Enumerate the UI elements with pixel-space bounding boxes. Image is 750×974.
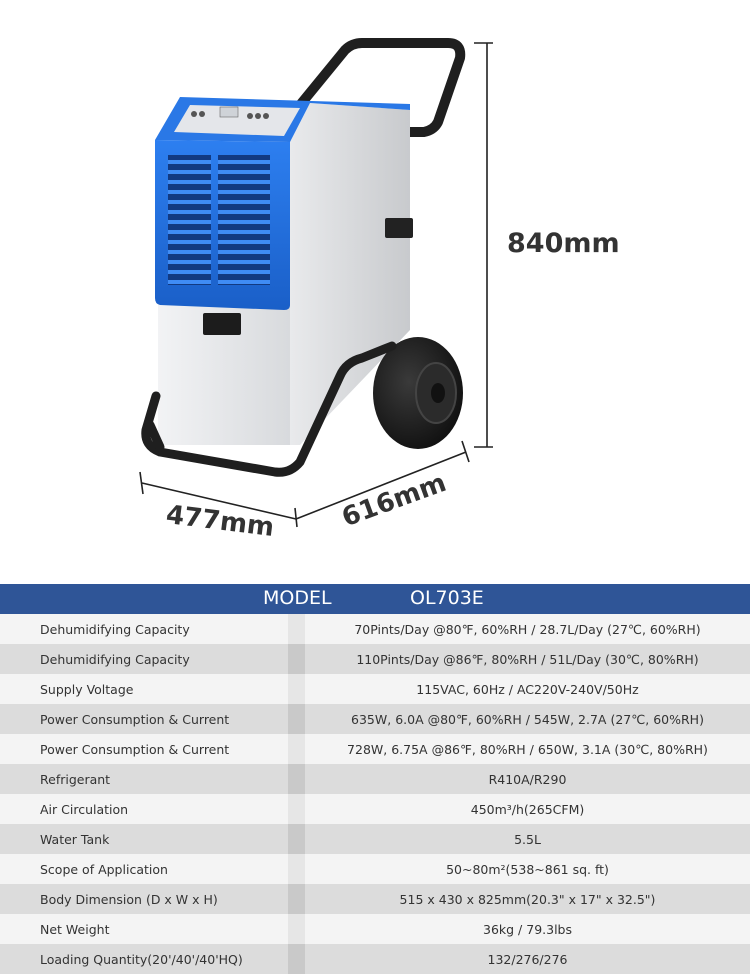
row-separator	[288, 884, 305, 914]
row-separator	[288, 764, 305, 794]
spec-label: Dehumidifying Capacity	[40, 622, 190, 637]
spec-value: 50~80m²(538~861 sq. ft)	[446, 862, 609, 877]
row-separator	[288, 644, 305, 674]
spec-value: 635W, 6.0A @80℉, 60%RH / 545W, 2.7A (27℃, 60%RH)	[351, 712, 704, 727]
spec-label: Power Consumption & Current	[40, 712, 230, 727]
spec-value: 36kg / 79.3lbs	[483, 922, 572, 937]
table-row	[0, 734, 750, 764]
table-row	[0, 794, 750, 824]
table-row	[0, 674, 750, 704]
spec-label: Body Dimension (D x W x H)	[40, 892, 218, 907]
row-separator	[288, 944, 305, 974]
spec-label: Water Tank	[40, 832, 110, 847]
spec-label: Scope of Application	[40, 862, 168, 877]
table-row	[0, 764, 750, 794]
height-dimension-label: 840mm	[507, 228, 620, 259]
spec-label: Dehumidifying Capacity	[40, 652, 190, 667]
row-separator	[288, 914, 305, 944]
depth-dimension-label: 477mm	[164, 500, 276, 543]
row-separator	[288, 854, 305, 884]
row-separator	[288, 794, 305, 824]
spec-label: Loading Quantity(20'/40'/40'HQ)	[40, 952, 243, 967]
spec-label: Supply Voltage	[40, 682, 134, 697]
spec-value: 115VAC, 60Hz / AC220V-240V/50Hz	[416, 682, 639, 697]
row-separator	[288, 734, 305, 764]
table-row	[0, 704, 750, 734]
spec-value: 728W, 6.75A @86℉, 80%RH / 650W, 3.1A (30℃, 80%RH)	[347, 742, 708, 757]
table-row	[0, 824, 750, 854]
spec-value: 132/276/276	[487, 952, 568, 967]
spec-table	[0, 584, 750, 974]
table-row	[0, 614, 750, 644]
header-model-label: MODEL	[263, 587, 332, 609]
spec-value: 110Pints/Day @86℉, 80%RH / 51L/Day (30℃, 80%RH)	[356, 652, 699, 667]
spec-value: 450m³/h(265CFM)	[470, 802, 585, 817]
spec-value: 5.5L	[514, 832, 541, 847]
spec-table-header	[0, 584, 750, 614]
header-model-value: OL703E	[410, 587, 484, 609]
table-row	[0, 854, 750, 884]
spec-label: Air Circulation	[40, 802, 129, 817]
spec-label: Power Consumption & Current	[40, 742, 230, 757]
table-row	[0, 914, 750, 944]
row-separator	[288, 824, 305, 854]
spec-value: 70Pints/Day @80℉, 60%RH / 28.7L/Day (27℃, 60%RH)	[354, 622, 701, 637]
table-row	[0, 644, 750, 674]
width-dimension-label: 616mm	[338, 467, 451, 534]
spec-label: Net Weight	[40, 922, 110, 937]
table-row	[0, 884, 750, 914]
table-row	[0, 944, 750, 974]
wheel	[373, 337, 463, 449]
row-separator	[288, 674, 305, 704]
spec-value: 515 x 430 x 825mm(20.3" x 17" x 32.5")	[399, 892, 656, 907]
row-separator	[288, 704, 305, 734]
row-separator	[288, 614, 305, 644]
spec-label: Refrigerant	[40, 772, 111, 787]
spec-value: R410A/R290	[488, 772, 567, 787]
spec-rows	[0, 614, 750, 974]
